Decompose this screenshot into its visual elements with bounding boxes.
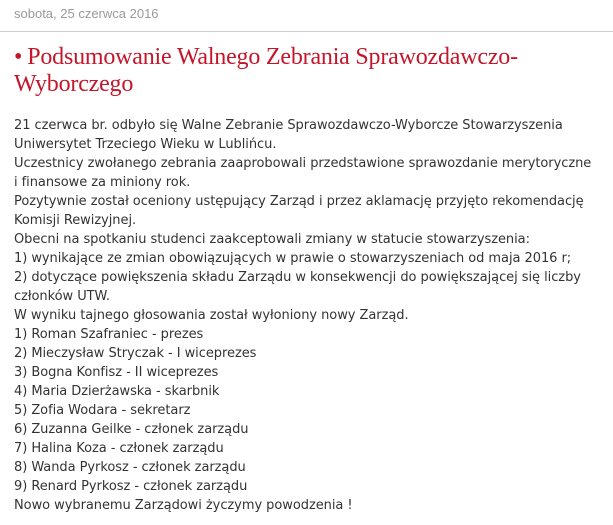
body-line: Uniwersytet Trzeciego Wieku w Lublińcu.	[14, 137, 277, 152]
board-member-item: 2) Mieczysław Stryczak - I wiceprezes	[14, 346, 257, 361]
body-line: Uczestnicy zwołanego zebrania zaaprobowali przedstawione sprawozdanie merytoryczne	[14, 156, 592, 171]
post-body	[14, 116, 607, 515]
board-member-item: 7) Halina Koza - członek zarządu	[14, 441, 224, 456]
board-member-item: 9) Renard Pyrkosz - członek zarządu	[14, 479, 248, 494]
body-line: Obecni na spotkaniu studenci zaakceptowali zmiany w statucie stowarzyszenia:	[14, 232, 530, 247]
body-line: 21 czerwca br. odbyło się Walne Zebranie Sprawozdawczo-Wyborcze Stowarzyszenia	[14, 118, 563, 133]
title-bullet-icon: •	[14, 44, 23, 70]
body-line: Nowo wybranemu Zarządowi życzymy powodzenia !	[14, 498, 353, 513]
post-title-line-2: Wyborczego	[14, 71, 134, 97]
body-line: 1) wynikające ze zmian obowiązujących w prawie o stowarzyszeniach od maja 2016 r;	[14, 251, 572, 266]
body-line: Komisji Rewizyjnej.	[14, 213, 137, 228]
post-date: sobota, 25 czerwca 2016	[14, 6, 159, 21]
date-divider	[0, 31, 613, 32]
body-line: 2) dotyczące powiększenia składu Zarządu w konsekwencji do powiększającej się liczby	[14, 270, 581, 285]
body-line: Pozytywnie został oceniony ustępujący Zarząd i przez aklamację przyjęto rekomendację	[14, 194, 584, 209]
board-member-item: 6) Zuzanna Geilke - członek zarządu	[14, 422, 249, 437]
body-line: członków UTW.	[14, 289, 110, 304]
board-member-item: 3) Bogna Konfisz - II wiceprezes	[14, 365, 219, 380]
post-title-line-1: Podsumowanie Walnego Zebrania Sprawozdawczo-	[27, 44, 518, 70]
body-line: W wyniku tajnego głosowania został wyłoniony nowy Zarząd.	[14, 308, 409, 323]
board-member-item: 8) Wanda Pyrkosz - członek zarządu	[14, 460, 246, 475]
board-member-item: 1) Roman Szafraniec - prezes	[14, 327, 204, 342]
board-member-item: 4) Maria Dzierżawska - skarbnik	[14, 384, 220, 399]
board-member-item: 5) Zofia Wodara - sekretarz	[14, 403, 191, 418]
body-line: i finansowe za miniony rok.	[14, 175, 191, 190]
post-title[interactable]	[14, 44, 605, 98]
